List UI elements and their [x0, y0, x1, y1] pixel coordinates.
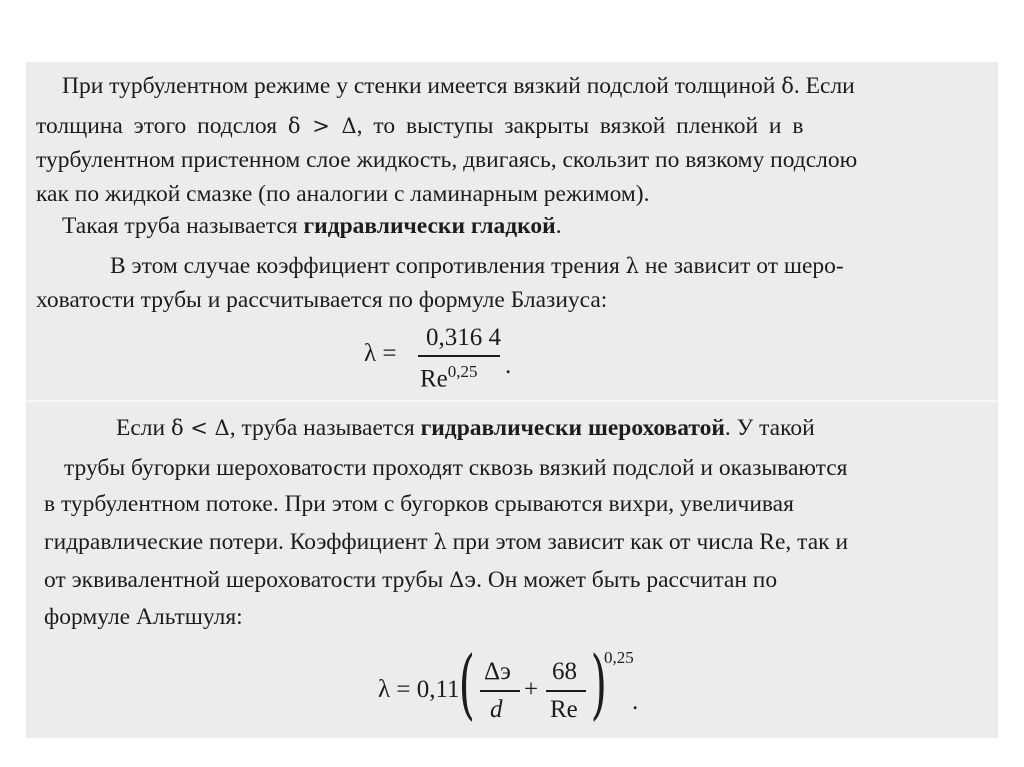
p4-line5-text: от эквивалентной шероховатости трубы	[44, 567, 444, 593]
p1-line1	[62, 72, 855, 100]
condition-delta-lt: δ < Δ	[170, 416, 230, 440]
altshul-right-paren: )	[590, 639, 607, 728]
p4-line1	[116, 414, 815, 442]
term-smooth: гидравлически гладкой	[303, 213, 556, 239]
altshul-frac2-bar	[546, 690, 586, 692]
blasius-fraction-bar	[418, 355, 500, 357]
p4-line2: трубы бугорки шероховатости проходят сквозь вязкий подслой и оказываются	[64, 455, 848, 481]
altshul-left-paren: (	[458, 639, 475, 728]
altshul-frac2-num: 68	[552, 658, 577, 685]
altshul-period: .	[632, 688, 639, 715]
p1-line3: турбулентном пристенном слое жидкость, двигаясь, скользит по вязкому подслою	[36, 147, 858, 173]
p4-line4-text: гидравлические потери. Коэффициент	[44, 529, 428, 555]
p1-line4: как по жидкой смазке (по аналогии с ламинарным режимом).	[36, 181, 650, 207]
p3-line1-text: В этом случае коэффициент сопротивления трения	[110, 253, 620, 279]
altshul-plus: +	[524, 676, 539, 703]
altshul-exponent: 0,25	[604, 648, 634, 667]
p4-line1-end: . У такой	[724, 415, 815, 441]
delta-symbol: δ	[781, 74, 794, 98]
delta-e-symbol: Δэ	[449, 568, 477, 592]
p2-line	[62, 212, 562, 240]
p3-line1	[110, 252, 844, 280]
altshul-frac1-den: d	[490, 696, 503, 723]
slide-divider	[26, 400, 998, 402]
blasius-lhs: λ =	[364, 340, 397, 367]
blasius-re: Re	[420, 365, 448, 393]
lambda-symbol: λ	[625, 254, 639, 278]
p4-line4	[44, 528, 848, 556]
p4-line4-end: при этом зависит как от числа Re, так и	[452, 529, 849, 555]
p1-line1-text: При турбулентном режиме у стенки имеется вязкий подслой толщиной	[62, 73, 776, 99]
p4-line3: в турбулентном потоке. При этом с бугорков срываются вихри, увеличивая	[44, 491, 794, 517]
p2-prefix: Такая труба называется	[62, 213, 298, 239]
p3-line1-end: не зависит от шеро-	[644, 253, 844, 279]
altshul-frac2-den: Re	[550, 696, 578, 723]
blasius-numerator: 0,316 4	[426, 324, 501, 351]
blasius-period: .	[505, 352, 512, 379]
blasius-denominator	[420, 362, 478, 393]
p2-suffix: .	[555, 213, 562, 239]
p3-line2: ховатости трубы и рассчитывается по формуле Блазиуса:	[36, 287, 608, 313]
altshul-frac1-num: Δэ	[484, 658, 511, 685]
p4-line1-text: Если	[116, 415, 166, 441]
condition-delta-gt: δ > Δ	[287, 114, 357, 138]
blasius-exponent: 0,25	[447, 362, 478, 381]
term-rough: гидравлически шероховатой	[420, 415, 725, 441]
altshul-frac1-bar	[480, 690, 520, 692]
p4-line5-end: . Он может быть рассчитан по	[476, 567, 778, 593]
altshul-lhs: λ = 0,11	[378, 676, 460, 703]
p4-line5	[44, 566, 777, 594]
p1-line1-end: . Если	[793, 73, 855, 99]
p1-line2-text: толщина этого подслоя	[36, 113, 278, 139]
lambda-symbol-2: λ	[433, 530, 447, 554]
p1-line2-end: , то выступы закрыты вязкой пленкой и в	[356, 113, 804, 139]
p4-line1-mid: , труба называется	[229, 415, 415, 441]
p4-line6: формуле Альтшуля:	[44, 604, 243, 630]
p1-line2	[36, 112, 803, 140]
